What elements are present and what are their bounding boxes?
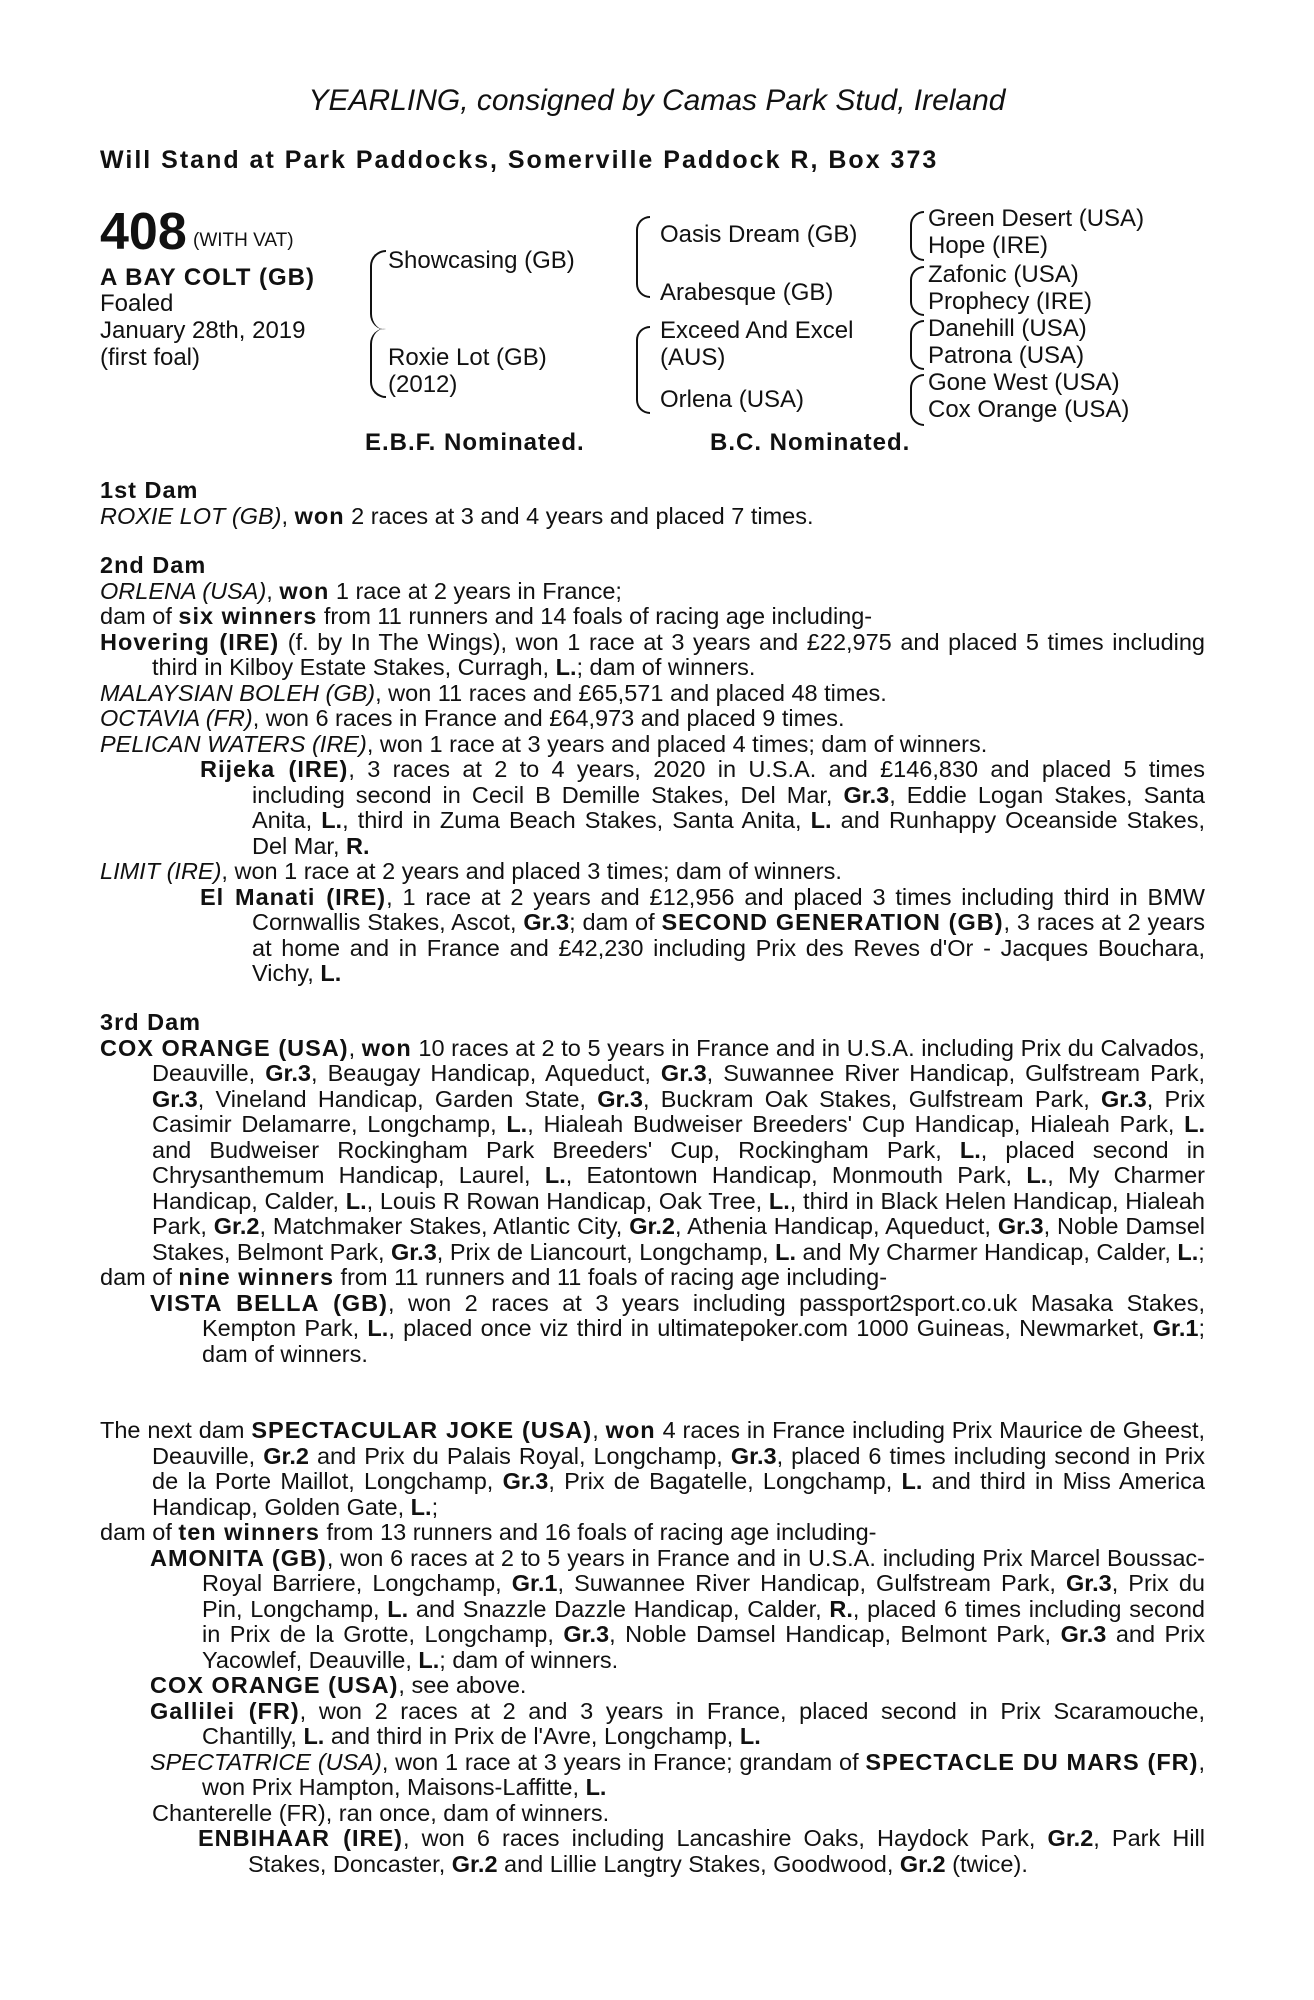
produce-chanterelle: Chanterelle (FR), ran once, dam of winners. bbox=[152, 1799, 610, 1826]
third-dam-section bbox=[100, 1010, 1205, 1367]
next-dam-produce-summary: dam of ten winners from 13 runners and 16 foals of racing age including- bbox=[100, 1519, 877, 1545]
produce-amonita: AMONITA (GB), won 6 races at 2 to 5 years in France and in U.S.A. including Prix Marcel Boussac-Royal Barriere, Longchamp, Gr.1, Suwannee River Handicap, Gulfstream Park, Gr.3, Prix du Pin, Longchamp, L. and Snazzle Dazzle Handicap, Calder, R., placed 6 times including second in Prix de la Grotte, Longchamp, Gr.3, Noble Damsel Handicap, Belmont Park, Gr.3 and Prix Yacowlef, Deauville, L.; dam of winners. bbox=[150, 1544, 1206, 1673]
produce-cox-orange: COX ORANGE (USA), see above. bbox=[150, 1672, 527, 1698]
produce-el-manati: El Manati (IRE), 1 race at 2 years and £12,956 and placed 3 times including third in BMW Cornwallis Stakes, Ascot, Gr.3; dam of SECOND GENERATION (GB), 3 races at 2 years at home and in France and £42,230 including Prix des Reves d'Or - Jacques Bouchara, Vichy, L. bbox=[200, 883, 1205, 986]
pedigree-dam-year: (2012) bbox=[388, 371, 458, 398]
pedigree-brace-dam bbox=[370, 328, 386, 398]
pedigree-dam-sire-country: (AUS) bbox=[660, 344, 726, 371]
pedigree-brace-sd bbox=[910, 266, 924, 316]
pedigree-dam-dam: Orlena (USA) bbox=[660, 386, 805, 413]
pedigree-brace-sire bbox=[370, 250, 386, 330]
foaled-label: Foaled bbox=[100, 290, 174, 317]
horse-description: A BAY COLT (GB) bbox=[100, 264, 316, 291]
pedigree-dam-sire: Exceed And Excel bbox=[660, 317, 854, 344]
bc-nomination: B.C. Nominated. bbox=[710, 429, 911, 456]
pedigree-brace-ds bbox=[910, 320, 924, 370]
foaling-date: January 28th, 2019 bbox=[100, 317, 306, 344]
first-dam-heading: 1st Dam bbox=[100, 477, 199, 503]
pedigree-brace-sire-line bbox=[636, 216, 650, 298]
foal-note: (first foal) bbox=[100, 344, 201, 371]
ebf-nomination: E.B.F. Nominated. bbox=[365, 429, 585, 456]
produce-octavia: OCTAVIA (FR), won 6 races in France and £64,973 and placed 9 times. bbox=[100, 705, 845, 731]
pedigree-ssd: Hope (IRE) bbox=[928, 232, 1049, 259]
pedigree-sire-dam: Arabesque (GB) bbox=[660, 279, 834, 306]
produce-malaysian-boleh: MALAYSIAN BOLEH (GB), won 11 races and £65,571 and placed 48 times. bbox=[100, 679, 887, 706]
pedigree-dam: Roxie Lot (GB) bbox=[388, 344, 547, 371]
next-dam-section bbox=[100, 1418, 1205, 1877]
stand-location: Will Stand at Park Paddocks, Somerville Paddock R, Box 373 bbox=[100, 146, 939, 174]
pedigree-sds: Zafonic (USA) bbox=[928, 261, 1079, 288]
pedigree-brace-dam-line bbox=[636, 326, 650, 414]
produce-limit: LIMIT (IRE), won 1 race at 2 years and placed 3 times; dam of winners. bbox=[100, 858, 842, 884]
first-dam-section bbox=[100, 478, 1205, 529]
next-dam-record: The next dam SPECTACULAR JOKE (USA), won 4 races in France including Prix Maurice de Gheest, Deauville, Gr.2 and Prix du Palais Royal, Longchamp, Gr.3, placed 6 times including second in Prix de la Porte Maillot, Longchamp, Gr.3, Prix de Bagatelle, Longchamp, L. and third in Miss America Handicap, Golden Gate, L.; bbox=[100, 1417, 1206, 1520]
third-dam-heading: 3rd Dam bbox=[100, 1009, 202, 1035]
pedigree-sdd: Prophecy (IRE) bbox=[928, 288, 1093, 315]
produce-hovering: Hovering (IRE) (f. by In The Wings), won 1 race at 3 years and £22,975 and placed 5 times including third in Kilboy Estate Stakes, Curragh, L.; dam of winners. bbox=[100, 628, 1205, 680]
second-dam-section bbox=[100, 553, 1205, 987]
second-dam-heading: 2nd Dam bbox=[100, 552, 207, 578]
pedigree-dsd: Patrona (USA) bbox=[928, 342, 1085, 369]
pedigree-sire-sire: Oasis Dream (GB) bbox=[660, 221, 858, 248]
third-dam-record: COX ORANGE (USA), won 10 races at 2 to 5 years in France and in U.S.A. including Prix du Calvados, Deauville, Gr.3, Beaugay Handicap, Aqueduct, Gr.3, Suwannee River Handicap, Gulfstream Park, Gr.3, Vineland Handicap, Garden State, Gr.3, Buckram Oak Stakes, Gulfstream Park, Gr.3, Prix Casimir Delamarre, Longchamp, L., Hialeah Budweiser Breeders' Cup Handicap, Hialeah Park, L. and Budweiser Rockingham Park Breeders' Cup, Rockingham Park, L., placed second in Chrysanthemum Handicap, Laurel, L., Eatontown Handicap, Monmouth Park, L., My Charmer Handicap, Calder, L., Louis R Rowan Handicap, Oak Tree, L., third in Black Helen Handicap, Hialeah Park, Gr.2, Matchmaker Stakes, Atlantic City, Gr.2, Athenia Handicap, Aqueduct, Gr.3, Noble Damsel Stakes, Belmont Park, Gr.3, Prix de Liancourt, Longchamp, L. and My Charmer Handicap, Calder, L.; bbox=[100, 1034, 1206, 1265]
produce-vista-bella: VISTA BELLA (GB), won 2 races at 3 years including passport2sport.co.uk Masaka Stakes, Kempton Park, L., placed once viz third in ultimatepoker.com 1000 Guineas, Newmarket, Gr.1; dam of winners. bbox=[150, 1289, 1205, 1367]
third-dam-produce-summary: dam of nine winners from 11 runners and 11 foals of racing age including- bbox=[100, 1264, 888, 1290]
pedigree-brace-dd bbox=[910, 374, 924, 426]
second-dam-produce-summary: dam of six winners from 11 runners and 14 foals of racing age including- bbox=[100, 603, 873, 629]
lot-number: 408 bbox=[100, 203, 187, 261]
pedigree-ddd: Cox Orange (USA) bbox=[928, 396, 1130, 423]
second-dam-record: ORLENA (USA), won 1 race at 2 years in France; bbox=[100, 577, 622, 604]
produce-enbihaar: ENBIHAAR (IRE), won 6 races including Lancashire Oaks, Haydock Park, Gr.2, Park Hill Stakes, Doncaster, Gr.2 and Lillie Langtry Stakes, Goodwood, Gr.2 (twice). bbox=[198, 1825, 1205, 1877]
produce-spectatrice: SPECTATRICE (USA), won 1 race at 3 years in France; grandam of SPECTACLE DU MARS (FR), won Prix Hampton, Maisons-Laffitte, L. bbox=[150, 1748, 1206, 1800]
consignment-line: YEARLING, consigned by Camas Park Stud, Ireland bbox=[308, 84, 1006, 117]
produce-rijeka: Rijeka (IRE), 3 races at 2 to 4 years, 2020 in U.S.A. and £146,830 and placed 5 times including second in Cecil B Demille Stakes, Del Mar, Gr.3, Eddie Logan Stakes, Santa Anita, L., third in Zuma Beach Stakes, Santa Anita, L. and Runhappy Oceanside Stakes, Del Mar, R. bbox=[200, 756, 1206, 859]
vat-note: (WITH VAT) bbox=[193, 230, 294, 251]
produce-pelican-waters: PELICAN WATERS (IRE), won 1 race at 3 years and placed 4 times; dam of winners. bbox=[100, 730, 988, 757]
pedigree-dds: Gone West (USA) bbox=[928, 369, 1120, 396]
pedigree-brace-ss bbox=[910, 211, 924, 261]
produce-gallilei: Gallilei (FR), won 2 races at 2 and 3 years in France, placed second in Prix Scaramouche, Chantilly, L. and third in Prix de l'Avre, Longchamp, L. bbox=[150, 1697, 1205, 1749]
pedigree-sire: Showcasing (GB) bbox=[388, 247, 575, 274]
first-dam-record: ROXIE LOT (GB), won 2 races at 3 and 4 years and placed 7 times. bbox=[100, 502, 814, 529]
pedigree-sss: Green Desert (USA) bbox=[928, 205, 1145, 232]
pedigree-dss: Danehill (USA) bbox=[928, 315, 1087, 342]
